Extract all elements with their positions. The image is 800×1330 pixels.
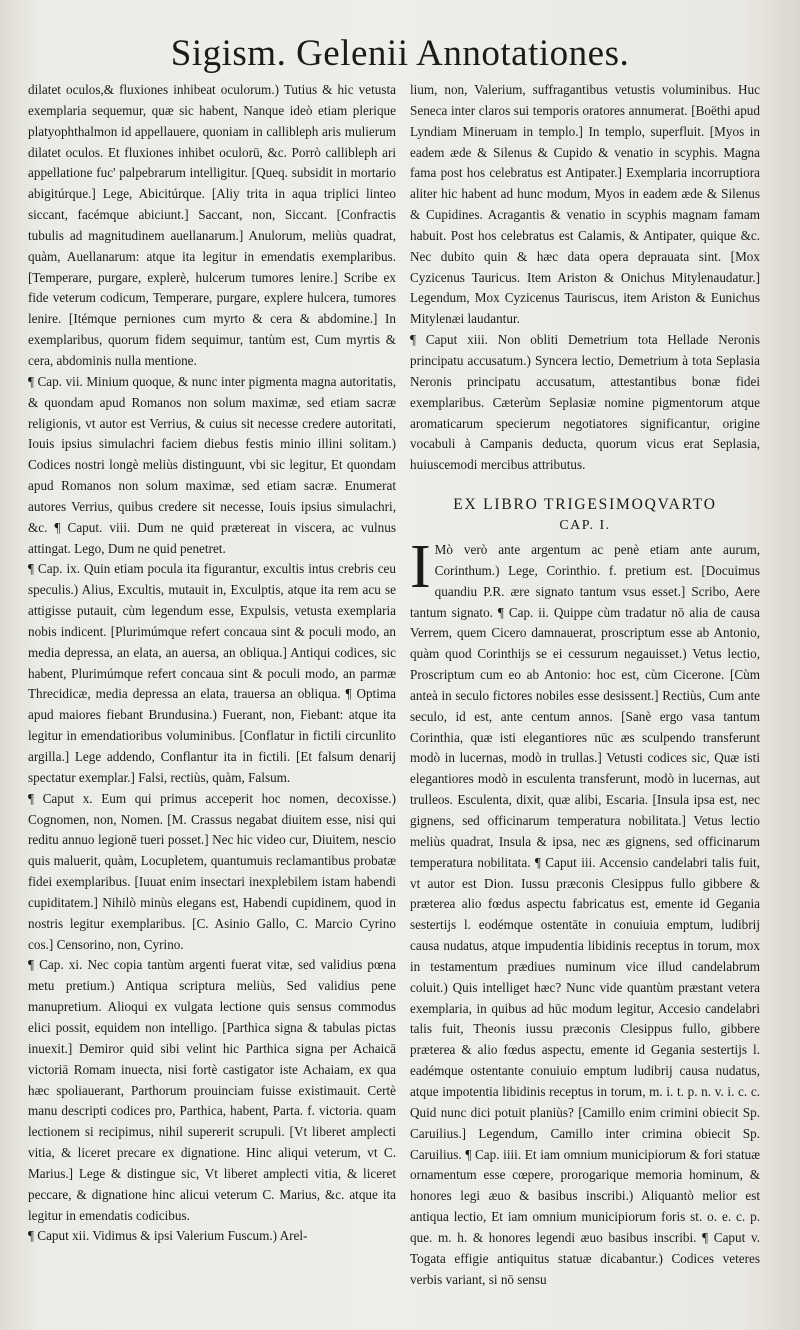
paragraph: dilatet oculos,& fluxiones inhibeat oculorum.) Tutius & hic vetusta exemplaria sequemur, quæ sic habent, Nanque ideò etiam plerique platyophthalmon id appellauere, quoniam in callibleph aris mulierum dilatet oculos. Et fluxiones inhibet oculorū, &c. Porrò callibleph ari appellatione fuc' palpebrarum intelligitur. [Queq. subsidit in mortario abigitúrque.] Lege, Abicitúrque. [Aliy trita in aqua triplici linteo siccant, facémque abiciunt.] Saccant, non, Siccant. [Confractis tubulis ad magnitudinem auellanarum.] Anulorum, meliùs quadrat, quàm, Auellanarum: atque ita legitur in emendatis exemplaribus. [Temperare, purgare, explerè, hulcerum tumores lenire.] Scribe ex fide veterum codicum, Temperare, purgare, explere hulcera, tumores lenire. [Itémque perniones cum myrto & cera & abdomine.] In exemplaribus, quorum fidem sequimur, tantùm est, Cum myrtis & cera, abdominis nulla mentione. (28, 82, 396, 368)
paragraph: lium, non, Valerium, suffragantibus vetustis voluminibus. Huc Seneca inter claros sui temporis oratores annumerat. [Boëthi apud Lyndiam Mineruam in templo.] In templo, superfluit. [Myos in eadem æde & Silenus & Cupido & venatio in scyphis. Magna fama post hos celebratus est Antipater.] Exemplaria incorruptiora aliter hic habent ad hunc modum, Myos in eadem æde & Silenus & Cupidines. Acragantis & venatio in scyphis magnam famam habuit. Post hos celebratus est Calamis, & Antipater, quique &c. Nec dubito quin & hæc data opera deprauata sint. [Mox Cyzicenus Tauricus. Item Ariston & Onichus Mitylenaudatur.] Legendum, Mox Cyzicenus Tauriscus, item Ariston & Eunichus Mitylenæi laudantur. (410, 82, 760, 327)
running-head: Sigism. Gelenii Annotationes. (170, 33, 630, 74)
paragraph: ¶ Caput xiii. Non obliti Demetrium tota Hellade Neronis principatu accusatum.) Syncera lectio, Demetrium à tota Seplasia Neronis principatu accusatum, attestantibus bonæ fidei exemplaribus. Cæterùm Seplasiæ nomine pigmentorum atque aromaticarum specierum negotiatores significantur, origine vocabuli à Campanis deducta, quorum vicus erat Seplasia, huiuscemodi mercibus attributus. (410, 332, 760, 473)
paragraph: ¶ Cap. vii. Minium quoque, & nunc inter pigmenta magna autoritatis, & quondam apud Romanos non solum maximæ, sed etiam sacræ religionis, vt autor est Verrius, & cuius sit necesse credere autoritati, Iouis ipsius simulachri faciem diebus festis minio illini solitam.) Codices nostri longè meliùs distinguunt, vbi sic legitur, Et quondam apud Romanos non solum maximæ, sed etiam sacræ. Enumerat autores Verrius, quibus credere sit necesse, Iouis ipsius simulachri, &c. ¶ Caput. viii. Dum ne quid prætereat in viscera, ac vulnus attingat. Lego, Dum ne quid penetret. (28, 373, 396, 556)
paragraph: ¶ Caput x. Eum qui primus acceperit hoc nomen, decoxisse.) Cognomen, non, Nomen. [M. Crassus negabat diuitem esse, nisi qui reditu annuo legionē tueri posset.] Nec hic video cur, Diuitem, nescio quis maluerit, quàm, Locupletem, quantumuis reclamantibus probatæ fidei exemplaribus. [Iuuat enim insectari inexplebilem istam habendi cupiditatem.] Nihilò minùs elegans est, Habendi cupidinem, quod in nostris legitur exemplaribus. [C. Asinio Gallo, C. Marcio Cyrino cos.] Censorino, non, Cyrino. (28, 790, 396, 952)
paragraph (410, 533, 760, 1290)
left-column (28, 80, 396, 1247)
paragraph: ¶ Cap. xi. Nec copia tantùm argenti fuerat vitæ, sed validius pœna metu pretium.) Antiqua scriptura meliùs, Sed validius pene manupretium. Alioqui ex vulgata lectione quis sensus commodus elici possit, equidem non intelligo. [Parthica signa & tabulas pictas inuexit.] Demiror quid sibi velint hic Parthica signa per Achaicā victoriā Romam inuecta, nisi fortè castigator iste Achaiam, ex qua hæc spoliauerant, Parthorum prouinciam fuisse existimauit. Certè manu descripti codices pro, Parthica, habent, Parta. f. victoria. quam lectionem si recipimus, nihil supererit scrupuli. [Vt liberet amplecti vitia, & liceret precare ex dignatione. Hinc aliqui veterum, vt C. Marius.] Lege & distingue sic, Vt liberet amplecti vitia, & liceret peccare, & dignatione hinc alicui veterum C. Marius, &c. atque ita legitur in emendatis codicibus. (28, 957, 396, 1223)
paragraph-text: Mò verò ante argentum ac penè etiam ante aurum, Corinthum.) Lege, Corinthio. f. pretium est. [Docuimus quandiu P.R. ære signato tantum vsus esset.] Scribo, Aere tantum signato. ¶ Cap. ii. Quippe cùm tradatur nō alia de causa Verrem, quem Cicero damnauerat, proscriptum esse ab Antonio, quàm quod Corinthijs se ei cessurum negauisset.) Vetus lectio, Proscriptum cum eo ab Antonio: hoc est, cùm Cicerone. [Cùm anteà in seculo fictores nobiles esse desissent.] Rectiùs, Cum ante seculo, id est, ante centum annos. [Sanè ergo vasa tantum Corinthia, quæ isti elegantiores nūc æs sculpendo transferunt modò in lucernas, modò in trullas.] Vetusti codices sic, Quæ isti elegantiores modò in esculenta transferunt, modò in lucernas, aut trulleos. Esculenta, dixit, quæ alibi, Escaria. [Insula ipsa est, nec gignens, sed officinarum temperatura nobilitata.] Vetus lectio meliùs quadrat, Insula & ipsa, nec æs gignens, sed officinarum temperatura nobilitata. ¶ Caput iii. Accensio candelabri talis fuit, vt autor est Dion. Iussu præconis Clesippus fullo gibbere & præterea alio fœdus aspectu fabricatus est, emente id Gegania sestertijs l. eodémque ostentāte in conuiuia emptum, ludibrij causa nudatus, atque impudentia libidinis receptus in torum, mox in testamentum prædiues numinum vice illud candelabrum coluit.) Quis intelliget hæc? Nunc vide quantùm præstant vetera exemplaria, in quibus ad hūc modum legitur, Accesio candelabri talis fuit, Theonis iussu præconis Clesippus fullo, gibbere præterea & alio fœdus aspectu, emente id Gegania sestertijs l. eadémque ostentante conuiuio emptum ludibrij causa nudatus, atque impotentia libidinis receptus in torum, m. i. t. p. n. v. i. c. c. Quid nunc dici potuit planiùs? [Camillo enim crimini obiecit Sp. Caruilius.] Legendum, Camillo inter crimina obiecit Sp. Caruilius. ¶ Cap. iiii. Et iam omnium municipiorum & fori statuæ ornamentum esse cœpere, prorogarique memoria hominum, & honores legi æuo & basibus inscribi.) Aliquantò melior est antiqua lectio, Et iam omnium municipiorum foris st. o. e. c. p. que. m. h. & honores legendi æuo basibus inscribi. ¶ Caput v. Togata effigie antiquitus statuæ dicabantur.) Codices veteres verbis variant, si nō sensu (410, 542, 760, 1287)
paragraph: ¶ Cap. ix. Quin etiam pocula ita figurantur, excultis intus crebris ceu speculis.) Alius, Excultis, mutauit in, Exculptis, atque ita rem acu se attigisse putauit, cùm legendum esse, Expulsis, vetusta exemplaria nobis indicent. [Plurimúmque refert concaua sint & poculi modo, an media depressa, an elata, an auersa, an obliqua.] Antiqui codices, sic habent, Plurimúmque refert concaua sint & poculi modo, an parmæ Threcidicæ, media depressa an elata, trauersa an obliqua. ¶ Optima apud maiores fiebant Brundusina.) Fuerant, non, Fiebant: atque ita legitur in emendatioribus voluminibus. [Conflatur in fictili circunlito argilla.] Lege addendo, Conflantur ita in fictili. [Et falsum denarij spectatur exemplar.] Falsi, rectiùs, quàm, Falsum. (28, 561, 396, 785)
drop-cap: I (410, 533, 431, 602)
paragraph: ¶ Caput xii. Vidimus & ipsi Valerium Fuscum.) Arel- (28, 1228, 308, 1244)
chapter-heading: CAP. I. (559, 518, 611, 534)
section-heading: EX LIBRO TRIGESIMOQVARTO (453, 496, 717, 514)
right-column (410, 80, 760, 1290)
